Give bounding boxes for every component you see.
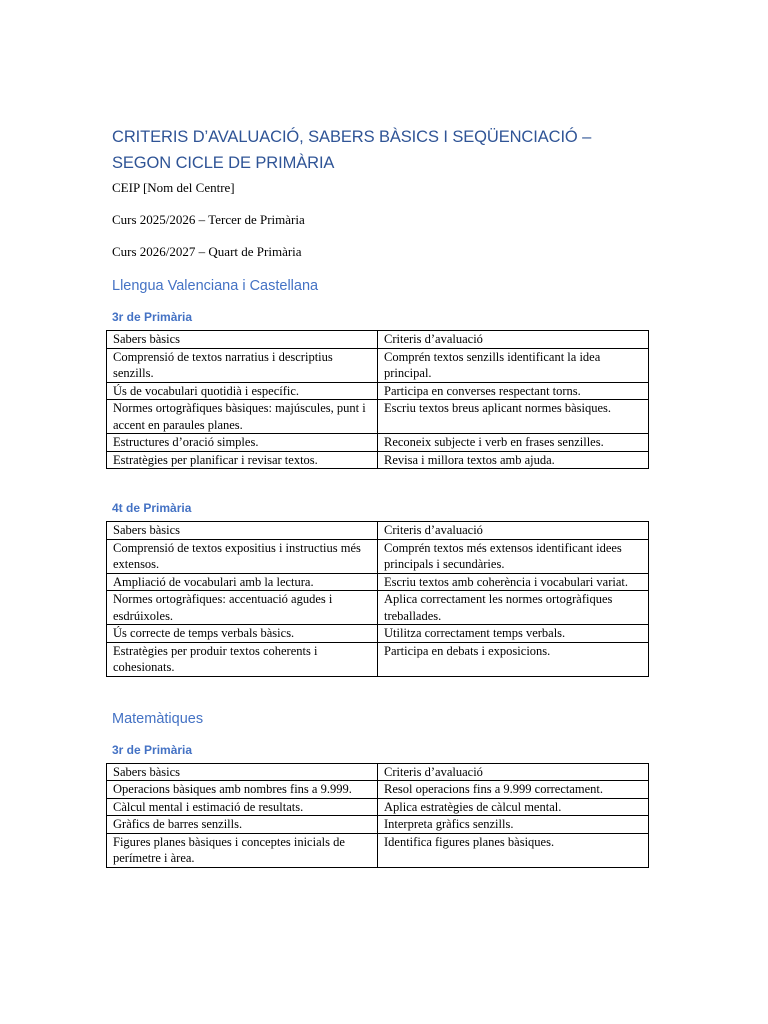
- criteria-table: [106, 763, 649, 868]
- table-cell: Participa en debats i exposicions.: [378, 642, 649, 676]
- table-cell: Comprén textos senzills identificant la idea principal.: [378, 348, 649, 382]
- table-caption: 3r de Primària: [112, 310, 193, 324]
- table-cell: Ús de vocabulari quotidià i específic.: [107, 382, 378, 400]
- table-row: [107, 400, 649, 434]
- table-cell: Estratègies per planificar i revisar textos.: [107, 451, 378, 469]
- header-cell: Criteris d’avaluació: [378, 522, 649, 540]
- table-cell: Escriu textos breus aplicant normes bàsiques.: [378, 400, 649, 434]
- table-cell: Identifica figures planes bàsiques.: [378, 833, 649, 867]
- table-cell: Interpreta gràfics senzills.: [378, 816, 649, 834]
- table-cell: Utilitza correctament temps verbals.: [378, 625, 649, 643]
- table-cell: Comprensió de textos expositius i instructius més extensos.: [107, 539, 378, 573]
- header-cell: Sabers bàsics: [107, 522, 378, 540]
- table-row: [107, 833, 649, 867]
- criteria-table: [106, 521, 649, 677]
- document-title: CRITERIS D’AVALUACIÓ, SABERS BÀSICS I SEQÜENCIACIÓ – SEGON CICLE DE PRIMÀRIA: [112, 128, 592, 172]
- table-row: [107, 573, 649, 591]
- table-cell: Participa en converses respectant torns.: [378, 382, 649, 400]
- table-cell: Operacions bàsiques amb nombres fins a 9.999.: [107, 781, 378, 799]
- table-cell: Estructures d’oració simples.: [107, 434, 378, 452]
- table-cell: Normes ortogràfiques bàsiques: majúscules, punt i accent en paraules planes.: [107, 400, 378, 434]
- table-row: [107, 451, 649, 469]
- table-cell: Comprén textos més extensos identificant idees principals i secundàries.: [378, 539, 649, 573]
- table-cell: Resol operacions fins a 9.999 correctament.: [378, 781, 649, 799]
- table-cell: Ampliació de vocabulari amb la lectura.: [107, 573, 378, 591]
- table-header-row: [107, 331, 649, 349]
- table-cell: Ús correcte de temps verbals bàsics.: [107, 625, 378, 643]
- table-row: [107, 591, 649, 625]
- table-cell: Aplica estratègies de càlcul mental.: [378, 798, 649, 816]
- course-line-2: Curs 2026/2027 – Quart de Primària: [112, 244, 302, 259]
- table-cell: Normes ortogràfiques: accentuació agudes i esdrúixoles.: [107, 591, 378, 625]
- course-line-1: Curs 2025/2026 – Tercer de Primària: [112, 212, 305, 227]
- table-row: [107, 781, 649, 799]
- table-row: [107, 539, 649, 573]
- criteria-table: [106, 330, 649, 469]
- table-row: [107, 625, 649, 643]
- table-header-row: [107, 763, 649, 781]
- header-cell: Sabers bàsics: [107, 763, 378, 781]
- table-caption: 3r de Primària: [112, 742, 193, 757]
- header-cell: Criteris d’avaluació: [378, 763, 649, 781]
- table-cell: Estratègies per produir textos coherents i cohesionats.: [107, 642, 378, 676]
- table-cell: Figures planes bàsiques i conceptes inicials de perímetre i àrea.: [107, 833, 378, 867]
- table-caption: 4t de Primària: [112, 501, 192, 515]
- section-heading-matematiques: Matemàtiques: [112, 710, 204, 727]
- table-header-row: [107, 522, 649, 540]
- table-row: [107, 434, 649, 452]
- table-row: [107, 798, 649, 816]
- table-cell: Reconeix subjecte i verb en frases senzilles.: [378, 434, 649, 452]
- header-cell: Sabers bàsics: [107, 331, 378, 349]
- table-row: [107, 348, 649, 382]
- table-cell: Escriu textos amb coherència i vocabulari variat.: [378, 573, 649, 591]
- document-page: [106, 124, 648, 868]
- table-cell: Gràfics de barres senzills.: [107, 816, 378, 834]
- section-heading-llengua: Llengua Valenciana i Castellana: [112, 278, 319, 294]
- school-name: CEIP [Nom del Centre]: [112, 180, 235, 195]
- table-cell: Comprensió de textos narratius i descriptius senzills.: [107, 348, 378, 382]
- header-cell: Criteris d’avaluació: [378, 331, 649, 349]
- table-cell: Aplica correctament les normes ortogràfiques treballades.: [378, 591, 649, 625]
- table-row: [107, 816, 649, 834]
- table-cell: Càlcul mental i estimació de resultats.: [107, 798, 378, 816]
- table-row: [107, 382, 649, 400]
- table-row: [107, 642, 649, 676]
- table-cell: Revisa i millora textos amb ajuda.: [378, 451, 649, 469]
